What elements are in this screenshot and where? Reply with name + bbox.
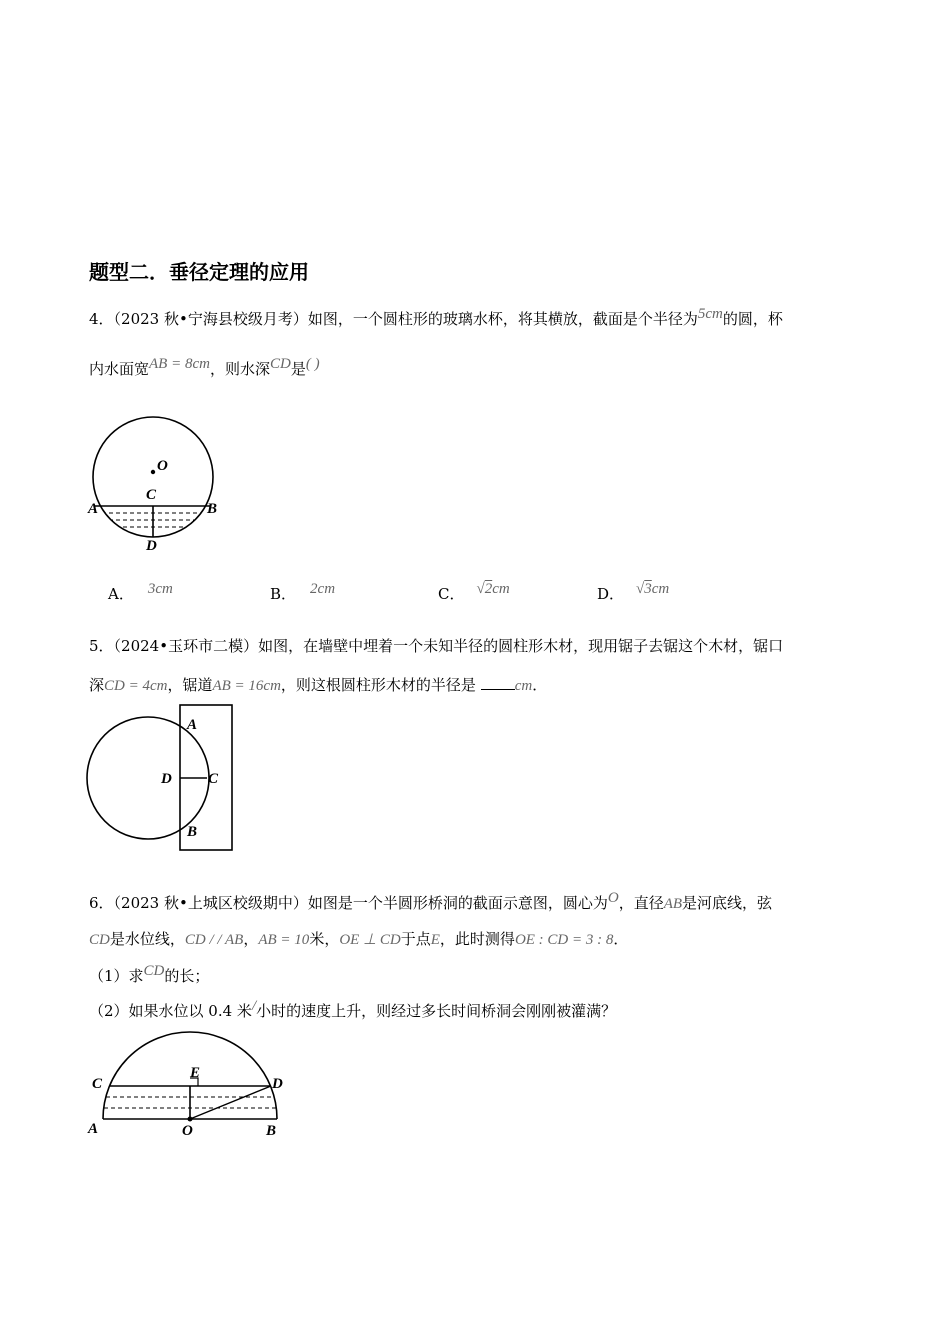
q4-option-d-unit: cm	[651, 581, 670, 597]
q6-sub1-a: （1）求	[89, 967, 144, 985]
q5-line1	[89, 636, 783, 656]
q4-label-b: B	[207, 501, 218, 517]
q4-text-2-end: 是	[290, 360, 306, 378]
q4-line2	[89, 356, 320, 380]
q6-sub2-b: 小时的速度上升，则经过多长时间桥洞会刚刚被灌满？	[256, 1002, 617, 1020]
q6-line1	[89, 890, 773, 914]
q6-perp: OE ⊥ CD	[339, 932, 401, 948]
q6-mi: 米，	[309, 930, 340, 948]
q4-option-c-root: 2	[484, 581, 493, 597]
q6-text-1-end: 是河底线，弦	[682, 894, 773, 912]
q5-unit: cm	[514, 678, 533, 694]
q6-e: E	[430, 932, 440, 948]
q6-sub1-b: 的长；	[164, 967, 210, 985]
q6-parallel: CD / / AB	[184, 932, 244, 948]
q5-label-d: D	[161, 771, 172, 787]
q6-text-2a: 是水位线，	[109, 930, 185, 948]
q6-segment-od	[190, 1086, 271, 1119]
q6-ab10: AB = 10	[258, 932, 310, 948]
q6-text-2b: 于点	[400, 930, 431, 948]
q6-text-2c: ，此时测得	[439, 930, 515, 948]
q6-sub1	[89, 963, 210, 987]
q6-comma: ，	[243, 930, 259, 948]
q4-text-2: 内水面宽	[89, 360, 150, 378]
q5-line2	[89, 675, 547, 696]
q4-option-b-value: 2cm	[310, 581, 336, 597]
q6-period: ．	[613, 930, 629, 948]
q5-answer-blank[interactable]	[481, 675, 515, 690]
q5-source: （2024•玉环市二模）	[113, 637, 259, 655]
q6-label-d: D	[272, 1076, 283, 1092]
q6-label-c: C	[92, 1076, 103, 1092]
q4-ab: AB = 8cm	[149, 356, 210, 372]
q5-cd: CD = 4cm	[104, 678, 168, 694]
q6-figure	[80, 1030, 300, 1142]
q4-label-a: A	[88, 501, 99, 517]
q4-label-o: O	[157, 458, 168, 474]
q4-cd: CD	[269, 356, 291, 372]
q4-source: （2023 秋•宁海县校级月考）	[113, 310, 308, 328]
q6-line2	[89, 929, 628, 950]
q4-option-b-letter: B．	[270, 585, 297, 603]
q5-figure	[80, 700, 250, 858]
q4-center-point	[151, 470, 155, 474]
q5-label-a: A	[187, 717, 198, 733]
q5-text-2-mid: ，锯道	[167, 676, 213, 694]
section-title: 题型二．垂径定理的应用	[89, 260, 309, 284]
q6-label-o: O	[182, 1123, 193, 1139]
q4-option-c-value: √2cm	[476, 581, 510, 597]
q5-text-2-end: ，则这根圆柱形木材的半径是	[280, 676, 476, 694]
q6-label-e: E	[190, 1065, 201, 1081]
q4-option-a-letter: A．	[108, 585, 134, 603]
q4-option-c-letter: C．	[438, 585, 465, 603]
q4-text-1: 如图，一个圆柱形的玻璃水杯，将其横放，截面是个半径为	[307, 310, 698, 328]
q6-number: 6．	[89, 894, 114, 912]
q4-option-d-root: 3	[644, 581, 652, 597]
q5-period: ．	[532, 676, 548, 694]
q5-number: 5．	[89, 637, 114, 655]
q6-label-a: A	[88, 1121, 99, 1137]
q4-text-1-end: 的圆，杯	[722, 310, 783, 328]
q6-label-b: B	[266, 1123, 277, 1139]
q4-option-c-unit: cm	[492, 581, 510, 597]
q4-label-c: C	[146, 487, 157, 503]
q4-figure	[80, 410, 240, 560]
q6-o: O	[607, 890, 619, 906]
q5-text-2: 深	[89, 676, 105, 694]
q6-source: （2023 秋•上城区校级期中）	[113, 894, 308, 912]
q5-text-1: 如图，在墙壁中埋着一个未知半径的圆柱形木材，现用锯子去锯这个木材，锯口	[258, 637, 784, 655]
q5-ab: AB = 16cm	[212, 678, 281, 694]
q4-number: 4．	[89, 310, 114, 328]
q4-radius: 5cm	[697, 306, 723, 322]
q5-label-b: B	[187, 824, 198, 840]
q6-cd: CD	[89, 932, 110, 948]
q5-label-c: C	[208, 771, 219, 787]
q6-sub2-a: （2）如果水位以 0.4 米	[89, 1002, 252, 1020]
q4-option-d-value: √3cm	[636, 581, 670, 597]
q6-sub2-slash: /	[251, 998, 257, 1014]
q6-ratio: OE : CD = 3 : 8	[514, 932, 614, 948]
q4-text-2-mid: ，则水深	[209, 360, 270, 378]
q4-option-c	[438, 583, 510, 604]
q4-option-a	[108, 583, 173, 604]
q6-text-1: 如图是一个半圆形桥洞的截面示意图，圆心为	[307, 894, 608, 912]
q6-sub1-cd: CD	[143, 963, 165, 979]
q6-center-point	[188, 1117, 193, 1122]
q4-line1	[89, 306, 783, 330]
q4-label-d: D	[146, 538, 157, 554]
q4-option-d	[597, 583, 669, 604]
q4-option-a-value: 3cm	[147, 581, 173, 597]
q6-text-1-mid: ，直径	[618, 894, 664, 912]
q4-option-b	[270, 583, 335, 604]
q4-paren: ( )	[305, 356, 320, 372]
q6-sub2	[89, 998, 617, 1022]
q6-ab: AB	[663, 896, 683, 912]
q4-option-d-letter: D．	[597, 585, 625, 603]
